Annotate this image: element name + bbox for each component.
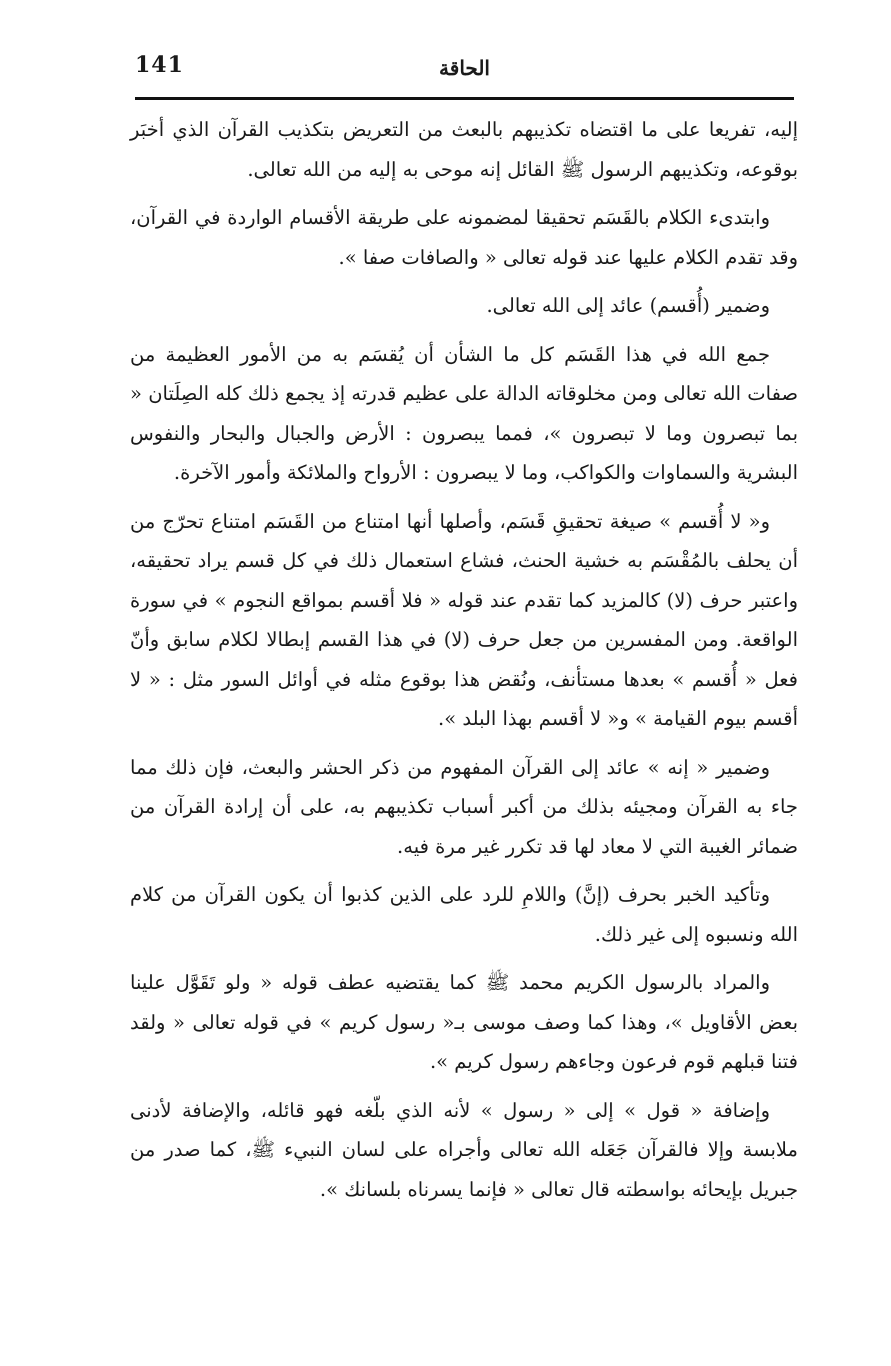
paragraph: و« لا أُقسم » صيغة تحقيقِ قَسَم، وأصلها أنها امتناع من القَسَم امتناع تحرّج من أن يحلف بالمُقْسَم به خشية الحنث، فشاع استعمال ذلك في كل قسم يراد تحقيقه، واعتبر حرف (لا) كالمزيد كما تقدم عند قوله « فلا أقسم بمواقع النجوم » في سورة الواقعة. ومن المفسرين من جعل حرف (لا) في هذا القسم إبطالا لكلام سابق وأنّ فعل « أُقسم » بعدها مستأنف، ونُقض هذا بوقوع مثله في أوائل السور مثل : « لا أقسم بيوم القيامة » و« لا أقسم بهذا البلد ». [130, 509, 798, 730]
paragraph: وضمير (أُقسم) عائد إلى الله تعالى. [486, 294, 770, 317]
paragraph: إليه، تفريعا على ما اقتضاه تكذيبهم بالبعث من التعريض بتكذيب القرآن الذي أخبَر بوقوعه، وتكذيبهم الرسول ﷺ القائل إنه موحى به إليه من الله تعالى. [130, 118, 798, 181]
page-body [130, 110, 798, 1218]
paragraph: وابتدىء الكلام بالقَسَم تحقيقا لمضمونه على طريقة الأقسام الواردة في القرآن، وقد تقدم الكلام عليها عند قوله تعالى « والصافات صفا ». [130, 206, 798, 269]
paragraph: جمع الله في هذا القَسَم كل ما الشأن أن يُقسَم به من الأمور العظيمة من صفات الله تعالى ومن مخلوقاته الدالة على عظيم قدرته إذ يجمع ذلك كله الصِلَتان « بما تبصرون وما لا تبصرون »، فمما يبصرون : الأرض والجبال والبحار والنفوس البشرية والسماوات والكواكب، وما لا يبصرون : الأرواح والملائكة وأمور الآخرة. [130, 342, 798, 484]
page-number: 141 [135, 52, 184, 78]
paragraph: وإضافة « قول » إلى « رسول » لأنه الذي بلّغه فهو قائله، والإضافة لأدنى ملابسة وإلا فالقرآن جَعَله الله تعالى وأجراه على لسان النبيء ﷺ، كما صدر من جبريل بإيحائه بواسطته قال تعالى « فإنما يسرناه بلسانك ». [130, 1098, 798, 1201]
header-rule [135, 97, 794, 100]
paragraph: والمراد بالرسول الكريم محمد ﷺ كما يقتضيه عطف قوله « ولو تَقَوَّل علينا بعض الأقاويل »، وهذا كما وصف موسى بـ« رسول كريم » في قوله تعالى « ولقد فتنا قبلهم قوم فرعون وجاءهم رسول كريم ». [130, 971, 798, 1073]
paragraph: وتأكيد الخبر بحرف (إنَّ) واللامِ للرد على الذين كذبوا أن يكون القرآن من كلام الله ونسبوه إلى غير ذلك. [130, 883, 798, 946]
running-title: الحاقة [439, 56, 490, 80]
paragraph: وضمير « إنه » عائد إلى القرآن المفهوم من ذكر الحشر والبعث، فإن ذلك مما جاء به القرآن ومجيئه بذلك من أكبر أسباب تكذيبهم به، على أن إرادة القرآن من ضمائر الغيبة التي لا معاد لها قد تكرر غير مرة فيه. [130, 755, 798, 858]
page-header [135, 48, 794, 88]
